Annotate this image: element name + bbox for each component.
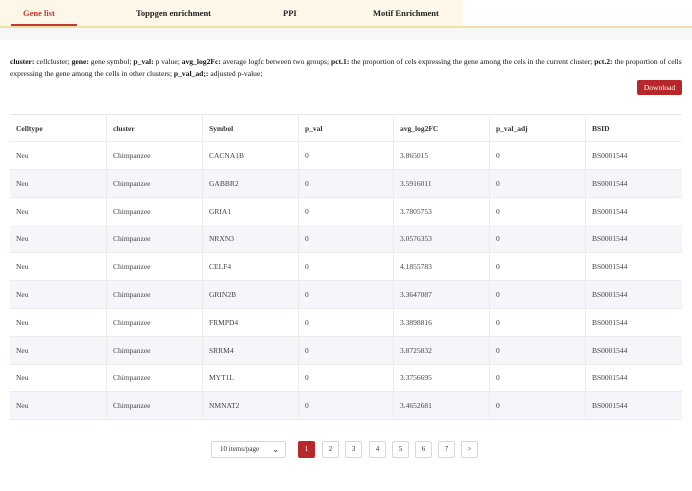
page-button-7[interactable]: 7 [438, 441, 455, 458]
table-row [10, 198, 682, 226]
table-cell: MYT1L [202, 364, 298, 391]
tab-motif-enrichment[interactable]: Motif Enrichment [373, 8, 439, 18]
table-cell: Chimpanzee [106, 392, 202, 419]
table-cell: 0 [298, 225, 393, 252]
desc-value-cluster: cellcluster; [34, 57, 72, 66]
page-size-select[interactable] [211, 441, 286, 458]
table-cell: NMNAT2 [202, 392, 298, 419]
desc-value-pct2: the proportion of cells expressing the gene among the cells in other clusters; [10, 57, 682, 78]
desc-key-cluster: cluster: [10, 57, 35, 66]
table-row [10, 253, 682, 281]
table-cell: 3.3647087 [393, 281, 489, 308]
table-cell: 0 [298, 198, 393, 225]
table-cell: 0 [298, 364, 393, 391]
table-row [10, 337, 682, 365]
table-row [10, 142, 682, 170]
table-cell: 0 [489, 281, 585, 308]
table-cell: Chimpanzee [106, 253, 202, 280]
table-cell: GRIA1 [202, 198, 298, 225]
desc-key-avg-log2fc: avg_log2Fc: [181, 57, 221, 66]
table-cell: CACNA1B [202, 142, 298, 169]
page-button-1[interactable]: 1 [298, 441, 315, 458]
page-button-4[interactable]: 4 [369, 441, 386, 458]
desc-key-pct1: pct.1: [331, 57, 350, 66]
table-row [10, 364, 682, 392]
table-cell: BS0001544 [585, 364, 682, 391]
column-header: cluster [106, 115, 202, 141]
tab-gene-list[interactable]: Gene list [23, 8, 55, 18]
table-cell: 0 [489, 253, 585, 280]
desc-key-pct2: pct.2: [594, 57, 613, 66]
table-cell: Neu [16, 262, 29, 272]
desc-value-p-val: p value; [153, 57, 182, 66]
table-cell: 0 [489, 142, 585, 169]
table-cell: BS0001544 [585, 309, 682, 336]
table-cell: 3.3756695 [393, 364, 489, 391]
table-cell: 3.8725832 [393, 337, 489, 364]
table-cell: NRXN3 [202, 225, 298, 252]
table-cell: FRMPD4 [202, 309, 298, 336]
table-cell: Chimpanzee [106, 142, 202, 169]
table-cell: 3.865015 [393, 142, 489, 169]
header-strip [0, 28, 692, 40]
table-cell: BS0001544 [585, 170, 682, 197]
table-cell: Chimpanzee [106, 337, 202, 364]
desc-value-gene: gene symbol; [88, 57, 134, 66]
table-cell: SRRM4 [202, 337, 298, 364]
tab-ppi[interactable]: PPI [283, 8, 297, 18]
table-cell: 0 [489, 309, 585, 336]
table-cell: BS0001544 [585, 281, 682, 308]
table-cell: 0 [298, 142, 393, 169]
table-cell: BS0001544 [585, 392, 682, 419]
table-cell: Neu [16, 401, 29, 411]
desc-key-p-val: p_val: [133, 57, 154, 66]
table-cell: Neu [16, 234, 29, 244]
table-cell: 3.5916011 [393, 170, 489, 197]
table-row [10, 170, 682, 198]
table-row [10, 309, 682, 337]
table-cell: Neu [16, 178, 29, 188]
table-cell: Neu [16, 151, 29, 160]
table-cell: 0 [489, 364, 585, 391]
tab-bar [0, 0, 463, 26]
table-cell: 0 [489, 170, 585, 197]
table-header-row [10, 115, 682, 142]
table-cell: 0 [298, 281, 393, 308]
tab-toppgen-enrichment[interactable]: Toppgen enrichment [136, 8, 212, 18]
table-cell: GRIN2B [202, 281, 298, 308]
column-header: BSID [585, 115, 682, 141]
table-cell: 0 [489, 198, 585, 225]
table-cell: 3.4652681 [393, 392, 489, 419]
page-button-5[interactable]: 5 [392, 441, 409, 458]
page-size-label: 10 items/page [220, 445, 260, 453]
table-cell: Chimpanzee [106, 225, 202, 252]
table-cell: Neu [16, 373, 29, 383]
table-cell: BS0001544 [585, 225, 682, 252]
gene-table [10, 114, 682, 419]
table-cell: Chimpanzee [106, 364, 202, 391]
page-button-6[interactable]: 6 [415, 441, 432, 458]
table-row [10, 281, 682, 309]
table-cell: Chimpanzee [106, 198, 202, 225]
table-cell: Neu [16, 345, 29, 355]
table-row [10, 225, 682, 253]
desc-value-pct1: the proportion of cels expressing the gene among the cels in the current cluster; [349, 57, 595, 66]
table-cell: BS0001544 [585, 142, 682, 169]
table-cell: 4.1855783 [393, 253, 489, 280]
table-cell: 0 [298, 309, 393, 336]
table-cell: 0 [489, 225, 585, 252]
column-header: Celltype [16, 123, 43, 133]
table-cell: 3.3898816 [393, 309, 489, 336]
table-cell: 0 [298, 253, 393, 280]
table-cell: BS0001544 [585, 253, 682, 280]
table-cell: BS0001544 [585, 337, 682, 364]
page-button-3[interactable]: 3 [345, 441, 362, 458]
table-cell: Chimpanzee [106, 309, 202, 336]
table-cell: CELF4 [202, 253, 298, 280]
table-cell: GABBR2 [202, 170, 298, 197]
column-header: p_val [298, 115, 393, 141]
chevron-down-icon: ⌄ [272, 445, 279, 454]
page-button-2[interactable]: 2 [322, 441, 339, 458]
table-cell: 0 [489, 337, 585, 364]
table-cell: BS0001544 [585, 198, 682, 225]
table-cell: 0 [298, 170, 393, 197]
table-cell: 3.0576353 [393, 225, 489, 252]
table-cell: 0 [298, 392, 393, 419]
column-header: Symbol [202, 115, 298, 141]
table-cell: Neu [16, 206, 29, 216]
desc-key-p-val-adj: p_val_ad;: [173, 69, 209, 78]
desc-key-gene: gene: [71, 57, 89, 66]
table-cell: 0 [298, 337, 393, 364]
next-page-button[interactable]: > [461, 441, 478, 458]
table-cell: Neu [16, 317, 29, 327]
table-row [10, 392, 682, 420]
desc-value-p-val-adj: adjusted p-value; [208, 69, 263, 78]
table-cell: Chimpanzee [106, 170, 202, 197]
column-header: avg_log2FC [393, 115, 489, 141]
table-cell: 0 [489, 392, 585, 419]
desc-value-avg-log2fc: average logfc between two groups; [220, 57, 332, 66]
table-cell: 3.7805753 [393, 198, 489, 225]
table-cell: Chimpanzee [106, 281, 202, 308]
column-description [10, 56, 684, 80]
column-header: p_val_adj [489, 115, 585, 141]
table-cell: Neu [16, 290, 29, 299]
download-button[interactable]: Download [637, 80, 682, 95]
